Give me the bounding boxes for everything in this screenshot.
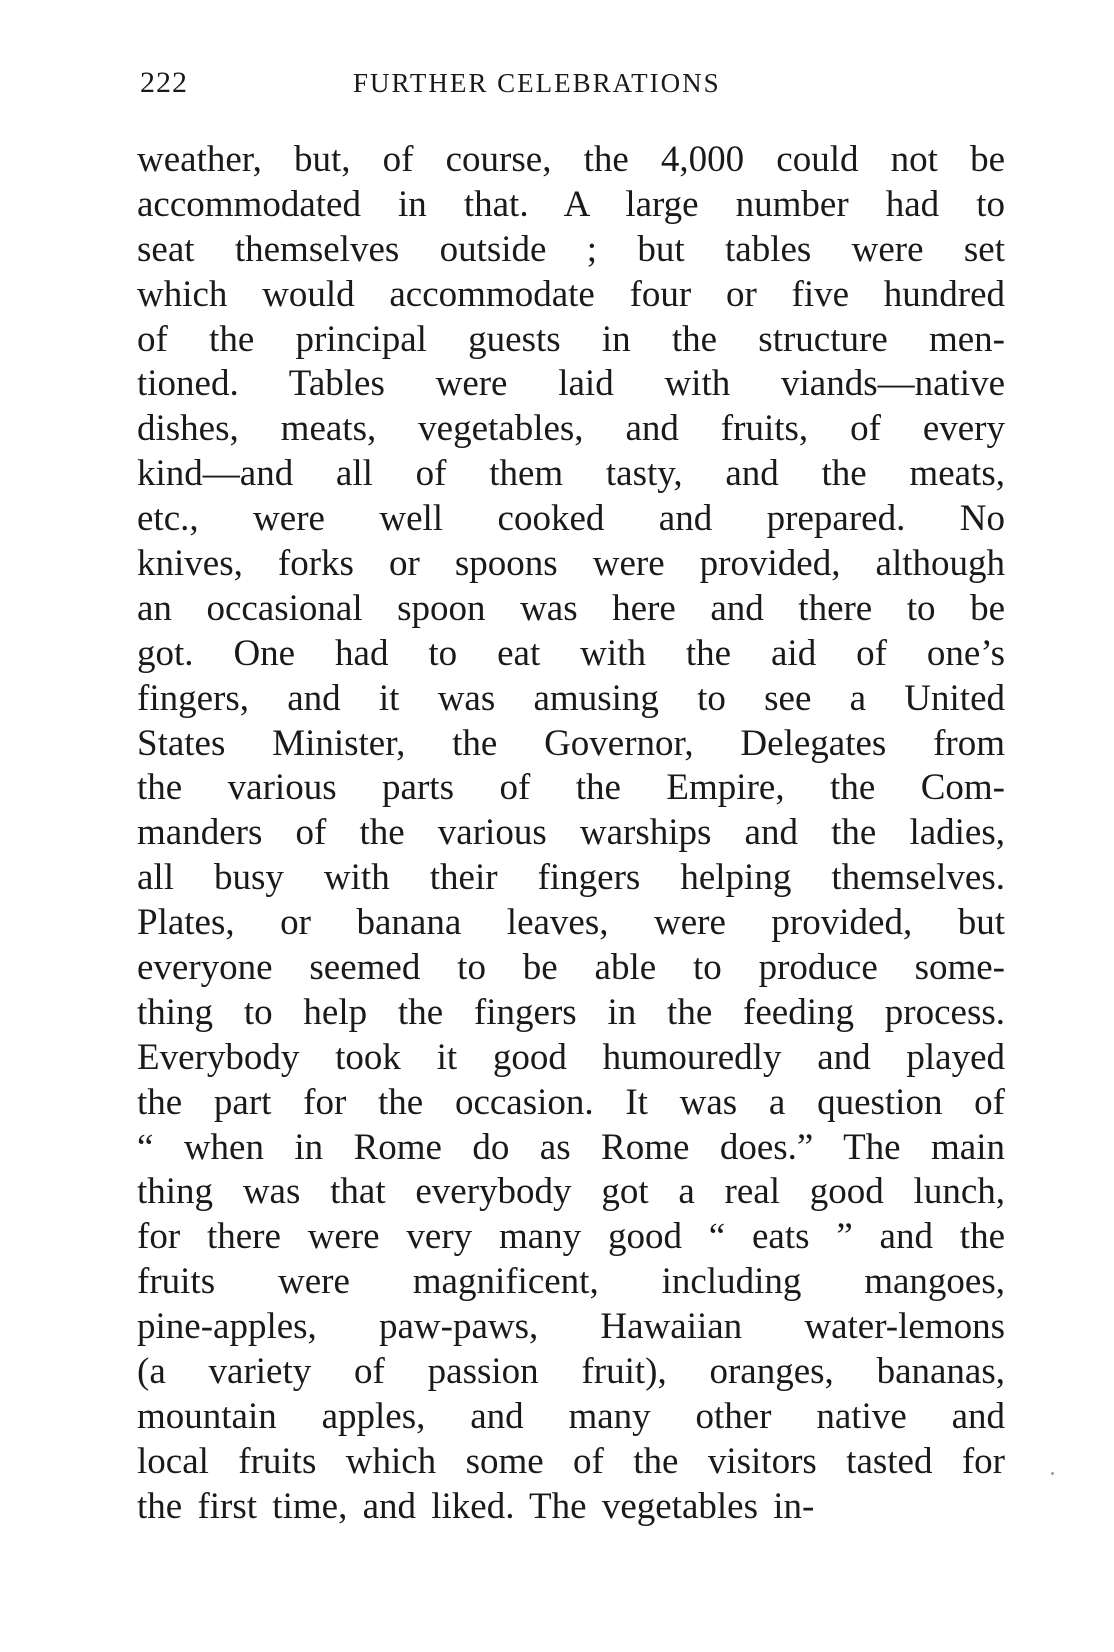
text-line: the part for the occasion. It was a question of [137, 1081, 1005, 1123]
text-line: tioned. Tables were laid with viands—native [137, 363, 1005, 405]
text-line: for there were very many good “ eats ” and the [137, 1216, 1005, 1258]
text-line: seat themselves outside ; but tables were set [137, 228, 1005, 270]
text-line: etc., were well cooked and prepared. No [137, 498, 1005, 540]
text-line: knives, forks or spoons were provided, although [137, 543, 1005, 585]
paper-speck [1051, 1472, 1054, 1475]
text-line: dishes, meats, vegetables, and fruits, of every [137, 408, 1005, 450]
text-line: pine-apples, paw-paws, Hawaiian water-lemons [137, 1306, 1005, 1348]
text-line: manders of the various warships and the ladies, [137, 812, 1005, 854]
running-head [140, 66, 1020, 110]
text-line: local fruits which some of the visitors tasted for [137, 1440, 1005, 1482]
text-line: all busy with their fingers helping themselves. [137, 857, 1005, 899]
text-line: thing to help the fingers in the feeding process. [137, 991, 1005, 1033]
text-line: weather, but, of course, the 4,000 could not be [137, 139, 1005, 180]
text-line: of the principal guests in the structure men- [137, 318, 1005, 360]
text-line: Plates, or banana leaves, were provided, but [137, 902, 1005, 944]
text-line: got. One had to eat with the aid of one’s [137, 632, 1005, 674]
text-line: mountain apples, and many other native and [137, 1395, 1005, 1437]
body-text [137, 138, 1005, 1530]
text-line: kind—and all of them tasty, and the meats, [137, 453, 1005, 495]
text-line: fingers, and it was amusing to see a United [137, 677, 1005, 719]
text-line: an occasional spoon was here and there to be [137, 587, 1005, 629]
text-line: thing was that everybody got a real good lunch, [137, 1171, 1005, 1213]
text-line: which would accommodate four or five hundred [137, 273, 1005, 315]
text-line: accommodated in that. A large number had to [137, 183, 1005, 225]
running-title: FURTHER CELEBRATIONS [353, 68, 721, 98]
text-line: Everybody took it good humouredly and played [137, 1036, 1005, 1078]
text-line: everyone seemed to be able to produce some- [137, 947, 1005, 989]
text-line: the various parts of the Empire, the Com- [137, 767, 1005, 809]
text-line: States Minister, the Governor, Delegates from [137, 722, 1005, 764]
text-line: “ when in Rome do as Rome does.” The main [137, 1126, 1005, 1168]
text-line: (a variety of passion fruit), oranges, bananas, [137, 1351, 1005, 1393]
text-line: fruits were magnificent, including mangoes, [137, 1261, 1005, 1303]
text-line: the first time, and liked. The vegetables in- [137, 1485, 815, 1527]
page-number: 222 [140, 66, 188, 99]
